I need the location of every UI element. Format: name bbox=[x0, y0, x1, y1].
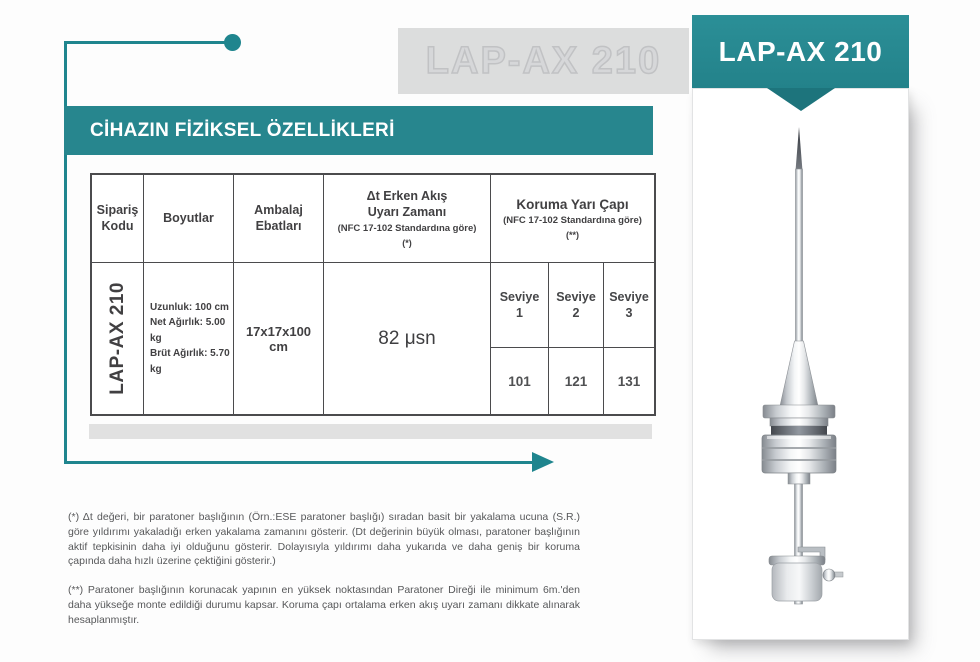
cell-level-2-label: Seviye 2 bbox=[549, 263, 604, 348]
flow-line-vertical bbox=[64, 41, 67, 464]
product-badge bbox=[692, 15, 909, 88]
section-title: CİHAZIN FİZİKSEL ÖZELLİKLERİ bbox=[90, 119, 395, 141]
flow-line-bottom bbox=[64, 461, 534, 464]
flow-line-top bbox=[64, 41, 234, 44]
footnote-dt: (*) Δt değeri, bir paratoner başlığının (Örn.:ESE paratoner başlığı) sıradan basit bir yakalama ucuna (S.R.) göre yıldırımı yakaladığı erken yakalama zamanını gösterir. (Dt değerinin büyük olması, paratoner başlığının aktif tepkisinin daha iyi olduğunu gösterir. Dolayısıyla yıldırımı daha yukarıda ve daha geniş bir koruma çapında daha hızlı üzerine çektiğini gösterir.) bbox=[68, 511, 580, 568]
product-card bbox=[692, 15, 909, 640]
cell-packaging: 17x17x100 cm bbox=[234, 263, 324, 414]
cell-order-code: LAP-AX 210 bbox=[92, 263, 144, 414]
header-order-code: Sipariş Kodu bbox=[92, 175, 144, 263]
divider-bar bbox=[89, 424, 652, 439]
header-dt: Δt Erken Akış Uyarı Zamanı (NFC 17-102 Standardına göre) (*) bbox=[324, 175, 491, 263]
section-header bbox=[64, 106, 653, 155]
watermark-box bbox=[398, 28, 689, 94]
cell-level-2-value: 121 bbox=[549, 348, 604, 414]
badge-notch-icon bbox=[767, 88, 835, 111]
spec-table bbox=[90, 173, 656, 416]
footnote-protection: (**) Paratoner başlığının korunacak yapının en yüksek noktasından Paratoner Direği ile minimum 6m.'den daha yükseğe monte edildiği durumu kapsar. Koruma çapı ortalama erken akış uyarı zamanı dikkate alınarak hesaplanmıştır. bbox=[68, 584, 580, 626]
watermark-title: LAP-AX 210 bbox=[425, 39, 662, 82]
cell-level-1-label: Seviye 1 bbox=[491, 263, 549, 348]
header-protection-radius: Koruma Yarı Çapı (NFC 17-102 Standardına göre) (**) bbox=[491, 175, 654, 263]
cell-dimensions: Uzunluk: 100 cm Net Ağırlık: 5.00 kg Brüt Ağırlık: 5.70 kg bbox=[144, 263, 234, 414]
cell-level-3-value: 131 bbox=[617, 373, 641, 389]
cell-level-3-label: Seviye 3 bbox=[604, 263, 654, 348]
arrow-right-icon bbox=[532, 452, 554, 472]
header-dimensions: Boyutlar bbox=[144, 175, 234, 263]
cell-level-1-value: 101 bbox=[491, 348, 549, 414]
flow-line-dot bbox=[224, 34, 241, 51]
lightning-rod-image bbox=[693, 89, 908, 639]
header-packaging: Ambalaj Ebatları bbox=[234, 175, 324, 263]
product-image-panel bbox=[692, 88, 909, 640]
product-badge-label: LAP-AX 210 bbox=[718, 35, 883, 67]
cell-dt-value: 82 μsn bbox=[324, 263, 491, 414]
